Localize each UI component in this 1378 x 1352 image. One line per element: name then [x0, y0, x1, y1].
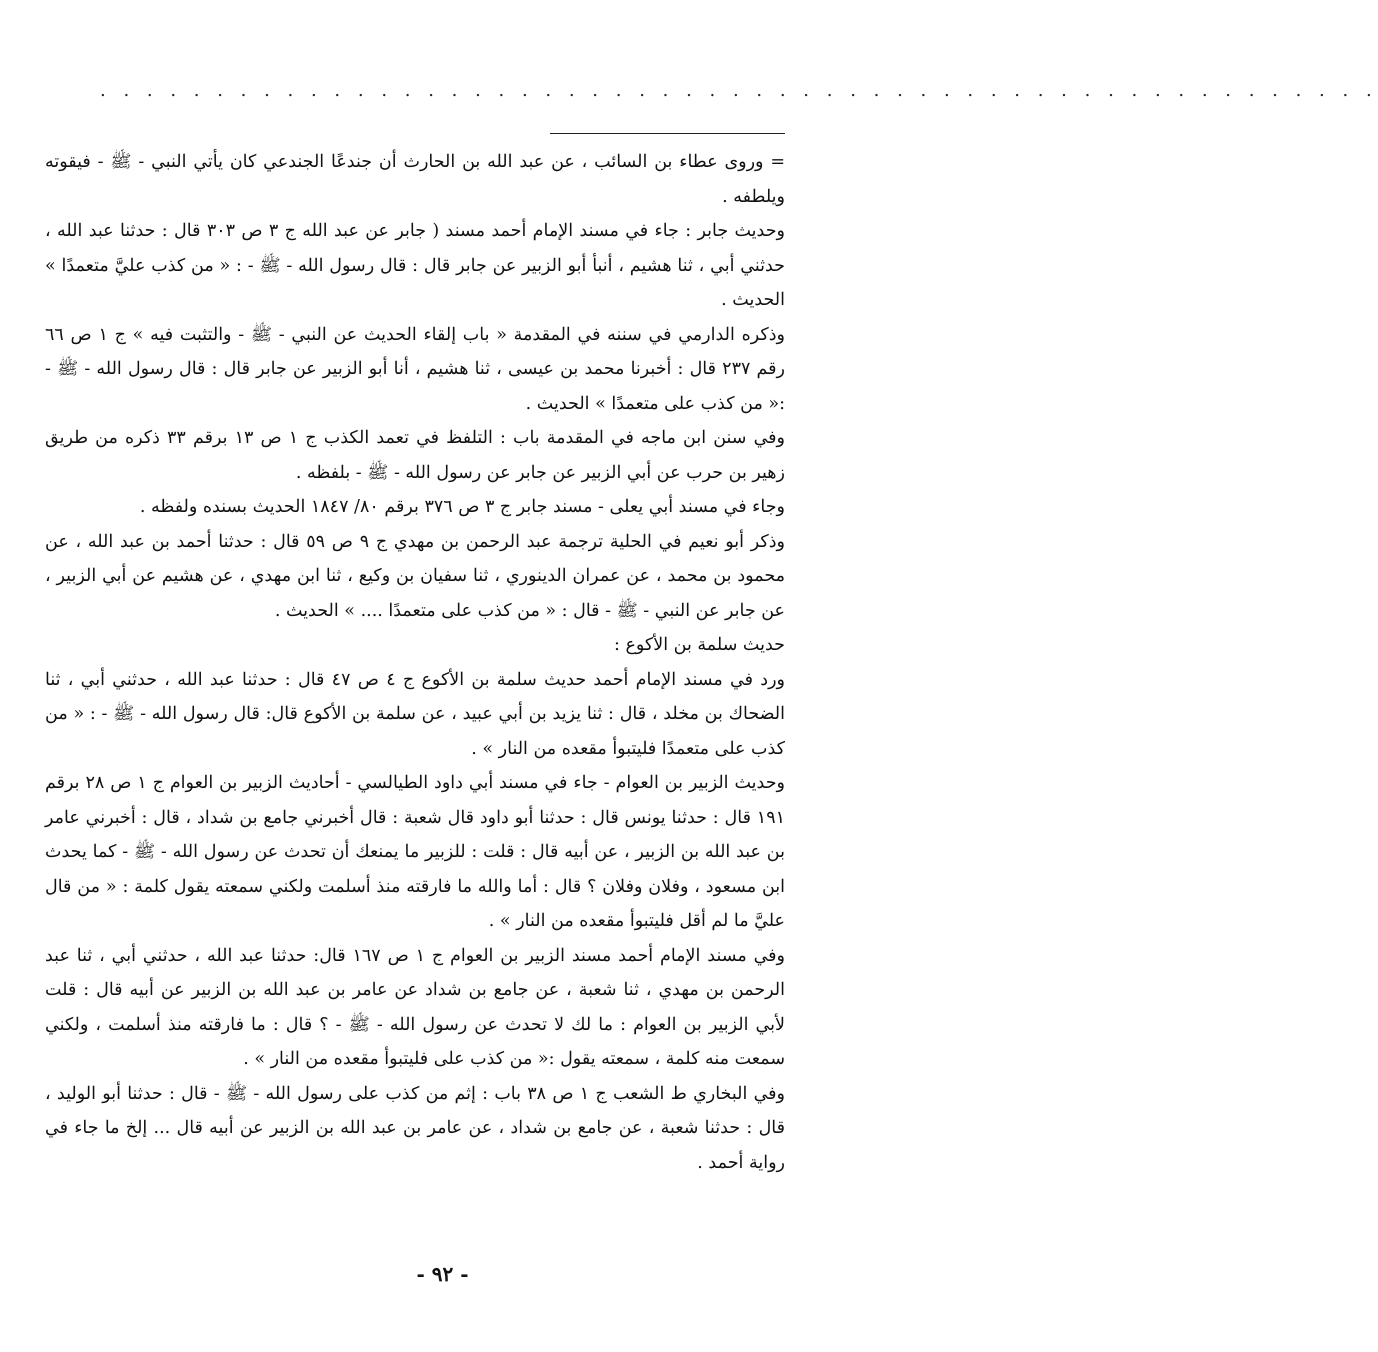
page-number: - ٩٢ -: [416, 1262, 469, 1286]
paragraph-ata-narration: = وروى عطاء بن السائب ، عن عبد الله بن الحارث أن جندعًا الجندعي كان يأتي النبي - ﷺ - فيقوته ويلطفه .: [45, 152, 785, 207]
paragraph-abu-nuaym: وذكر أبو نعيم في الحلية ترجمة عبد الرحمن بن مهدي ج ٩ ص ٥٩ قال : حدثنا أحمد بن عبد الله ، عن محمود بن محمد ، عن عمران الدينوري ، ثنا سفيان بن وكيع ، ثنا ابن مهدي ، عن هشيم عن أبي الزبير ، عن جابر عن النبي - ﷺ - قال : « من كذب على متعمدًا .... » الحديث .: [45, 531, 785, 621]
section-heading-salama: حديث سلمة بن الأكوع :: [613, 635, 785, 655]
paragraph-ibn-majah: وفي سنن ابن ماجه في المقدمة باب : التلفظ في تعمد الكذب ج ١ ص ١٣ برقم ٣٣ ذكره من طريق زهير بن حرب عن أبي الزبير عن جابر عن رسول الله - ﷺ - بلفظه .: [45, 428, 785, 483]
paragraph-bukhari: وفي البخاري ط الشعب ج ١ ص ٣٨ باب : إثم من كذب على رسول الله - ﷺ - قال : حدثنا أبو الوليد ، قال : حدثنا شعبة ، عن جامع بن شداد ، عن عامر بن عبد الله بن الزبير عن أبيه قال ... إلخ ما جاء في رواية أحمد .: [45, 1083, 785, 1173]
header-dotted-line: . . . . . . . . . . . . . . . . . . . . . . . . . . . . . . . . . . . . . . . . . . . . . . . . . . . . . . .: [100, 80, 1378, 101]
paragraph-salama-hadith: ورد في مسند الإمام أحمد حديث سلمة بن الأكوع ج ٤ ص ٤٧ قال : حدثنا عبد الله ، حدثني أبي ، ثنا الضحاك بن مخلد ، قال : ثنا يزيد بن أبي عبيد ، عن سلمة بن الأكوع قال: قال رسول الله - ﷺ - : « من كذب على متعمدًا فليتبوأ مقعده من النار » .: [45, 669, 785, 759]
paragraph-zubayr-ahmad: وفي مسند الإمام أحمد مسند الزبير بن العوام ج ١ ص ١٦٧ قال: حدثنا عبد الله ، حدثني أبي ، ثنا عبد الرحمن بن مهدي ، ثنا شعبة ، عن جامع بن شداد عن عامر بن عبد الله بن الزبير عن أبيه قال : قلت لأبي الزبير بن العوام : ما لك لا تحدث عن رسول الله - ﷺ - ؟ قال : ما فارقته منذ أسلمت ، ولكني سمعت منه كلمة ، سمعته يقول :« من كذب على فليتبوأ مقعده من النار » .: [45, 945, 785, 1069]
paragraph-jabir-hadith: وحديث جابر : جاء في مسند الإمام أحمد مسند ( جابر عن عبد الله ج ٣ ص ٣٠٣ قال : حدثنا عبد الله ، حدثني أبي ، ثنا هشيم ، أنبأ أبو الزبير عن جابر قال : قال رسول الله - ﷺ - : « من كذب عليَّ متعمدًا » الحديث .: [45, 221, 785, 310]
paragraph-zubayr-tayalisi: وحديث الزبير بن العوام - جاء في مسند أبي داود الطيالسي - أحاديث الزبير بن العوام ج ١ ص ٢٨ برقم ١٩١ قال : حدثنا يونس قال : حدثنا أبو داود قال شعبة : قال أخبرني جامع بن شداد ، قال : أخبرني عامر بن عبد الله بن الزبير ، عن أبيه قال : قلت : للزبير ما يمنعك أن تحدث عن رسول الله - ﷺ - كما يحدث ابن مسعود ، وفلان وفلان ؟ قال : أما والله ما فارقته منذ أسلمت ولكني سمعته يقول كلمة : « من قال عليَّ ما لم أقل فليتبوأ مقعده من النار » .: [45, 773, 785, 931]
footnote-separator-rule: [550, 133, 785, 134]
paragraph-darimi: وذكره الدارمي في سننه في المقدمة « باب إلقاء الحديث عن النبي - ﷺ - والتثبت فيه » ج ١ ص ٦٦ رقم ٢٣٧ قال : أخبرنا محمد بن عيسى ، ثنا هشيم ، أنا أبو الزبير عن جابر قال : قال رسول الله - ﷺ - :« من كذب على متعمدًا » الحديث .: [45, 324, 785, 414]
footnote-text-block: [45, 145, 785, 1180]
paragraph-abu-yala: وجاء في مسند أبي يعلى - مسند جابر ج ٣ ص ٣٧٦ برقم ٨٠/ ١٨٤٧ الحديث بسنده ولفظه .: [139, 497, 785, 517]
